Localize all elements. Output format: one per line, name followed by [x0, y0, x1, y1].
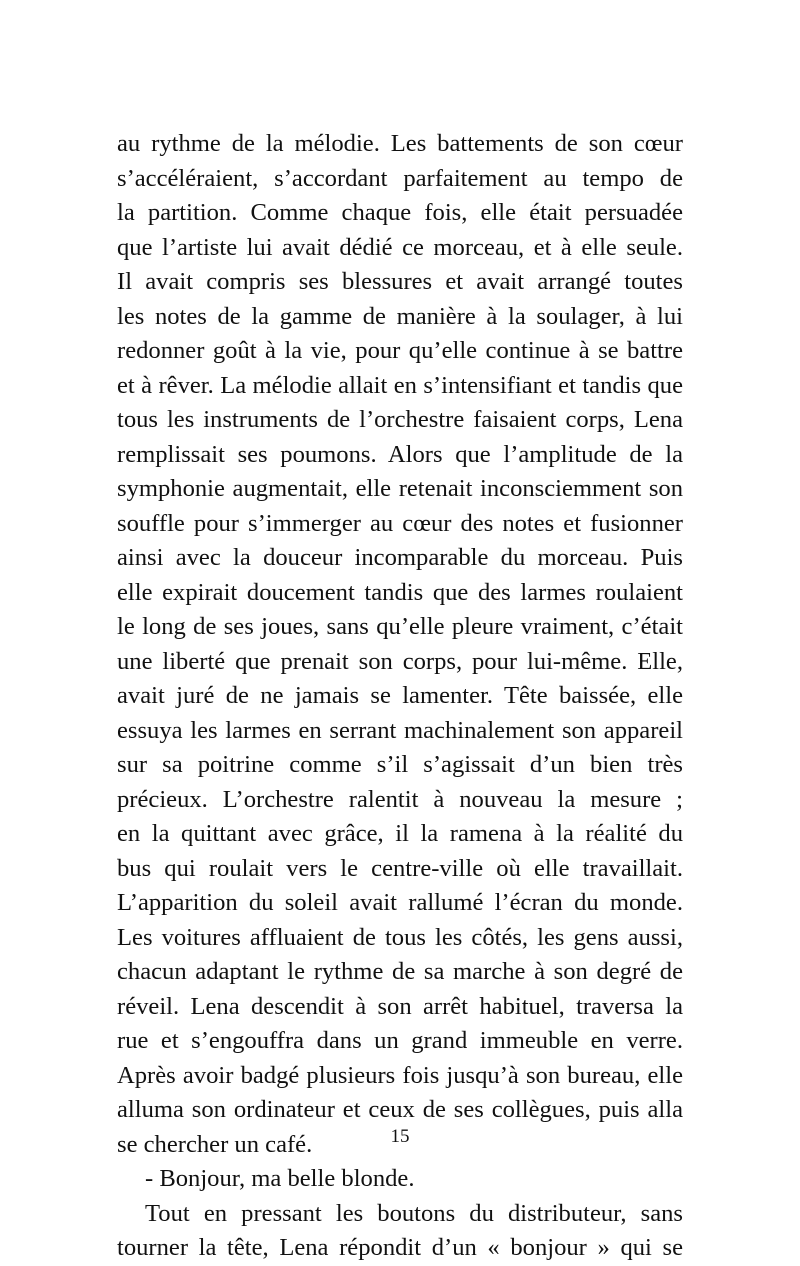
- text-line: réveil. Lena descendit à son arrêt habituel, traversa la: [117, 992, 683, 1020]
- text-line: les notes de la gamme de manière à la soulager, à lui: [117, 302, 683, 330]
- text-line: rue et s’engouffra dans un grand immeuble en verre.: [117, 1027, 683, 1054]
- text-line: précieux. L’orchestre ralentit à nouveau la mesure ;: [117, 785, 683, 813]
- text-line: Il avait compris ses blessures et avait arrangé toutes: [117, 268, 683, 295]
- text-line: la partition. Comme chaque fois, elle était persuadée: [117, 199, 683, 226]
- text-line: une liberté que prenait son corps, pour lui-même. Elle,: [117, 647, 683, 675]
- text-line: elle expirait doucement tandis que des larmes roulaient: [117, 578, 683, 606]
- text-line: tourner la tête, Lena répondit d’un « bonjour » qui se: [117, 1234, 683, 1261]
- text-line: L’apparition du soleil avait rallumé l’écran du monde.: [117, 889, 683, 916]
- text-line: s’accéléraient, s’accordant parfaitement au tempo de: [117, 164, 683, 192]
- body-text: [117, 127, 683, 1266]
- text-line: avait juré de ne jamais se lamenter. Tête baissée, elle: [117, 682, 683, 709]
- text-line: chacun adaptant le rythme de sa marche à son degré de: [117, 958, 683, 985]
- text-line: ainsi avec la douceur incomparable du morceau. Puis: [117, 544, 683, 571]
- text-line: alluma son ordinateur et ceux de ses collègues, puis alla: [117, 1096, 683, 1123]
- text-line: souffle pour s’immerger au cœur des notes et fusionner: [117, 509, 683, 537]
- text-line: symphonie augmentait, elle retenait inconsciemment son: [117, 475, 683, 502]
- text-line: sur sa poitrine comme s’il s’agissait d’un bien très: [117, 751, 683, 778]
- text-line: le long de ses joues, sans qu’elle pleure vraiment, c’était: [117, 613, 683, 640]
- text-line: Les voitures affluaient de tous les côtés, les gens aussi,: [117, 923, 683, 951]
- text-line: se chercher un café.: [117, 1130, 313, 1158]
- text-line: tous les instruments de l’orchestre faisaient corps, Lena: [117, 406, 683, 433]
- text-line: Tout en pressant les boutons du distributeur, sans: [145, 1199, 683, 1227]
- text-line: que l’artiste lui avait dédié ce morceau, et à elle seule.: [117, 233, 683, 261]
- text-line: en la quittant avec grâce, il la ramena à la réalité du: [117, 820, 683, 847]
- page-number: 15: [390, 1126, 410, 1147]
- text-line: et à rêver. La mélodie allait en s’intensifiant et tandis que: [117, 371, 683, 399]
- text-line: bus qui roulait vers le centre-ville où elle travaillait.: [117, 854, 683, 882]
- text-line: Après avoir badgé plusieurs fois jusqu’à son bureau, elle: [117, 1061, 683, 1089]
- text-line: - Bonjour, ma belle blonde.: [145, 1165, 415, 1192]
- text-line: essuya les larmes en serrant machinalement son appareil: [117, 716, 683, 744]
- text-line: remplissait ses poumons. Alors que l’amplitude de la: [117, 440, 683, 468]
- text-line: redonner goût à la vie, pour qu’elle continue à se battre: [117, 337, 683, 364]
- text-line: au rythme de la mélodie. Les battements de son cœur: [117, 130, 683, 157]
